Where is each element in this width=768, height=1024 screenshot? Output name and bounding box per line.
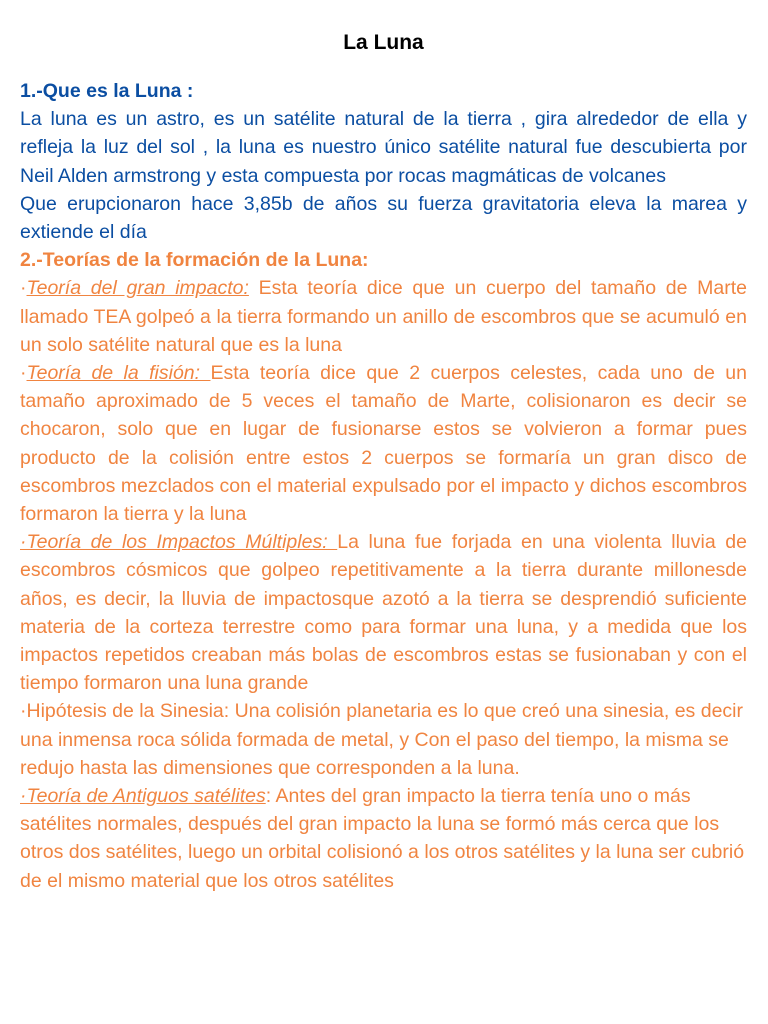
theory-impactos-multiples [20, 528, 747, 697]
bullet: · [20, 362, 27, 385]
bullet: · [20, 277, 27, 300]
theory-text: Esta teoría dice que un cuerpo del tamaño de Marte llamado TEA golpeó a la tierra formando un anillo de escombros que se acumuló en un solo satélite natural que es la luna [20, 277, 748, 356]
section-2-heading: 2.-Teorías de la formación de la Luna: [20, 249, 369, 272]
theory-text: : Antes del gran impacto la tierra tenía uno o más satélites normales, después del gran impacto la luna se formó más cerca que los otros dos satélites, luego un orbital colisionó a los otros satélites y la luna ser cubrió de el mismo material que los otros satélites [20, 785, 745, 892]
theory-text: Esta teoría dice que 2 cuerpos celestes, cada uno de un tamaño aproximado de 5 veces el tamaño de Marte, colisionaron es decir se chocaron, solo que en lugar de fusionarse estos se volvieron a formar pues producto de la colisión entre estos 2 cuerpos se formaría un gran disco de escombros mezclados con el material expulsado por el impacto y dichos escombros formaron la tierra y la luna [20, 362, 747, 526]
theory-fision [20, 359, 747, 528]
theory-term: Teoría de la fisión: [26, 362, 211, 385]
page-title: La Luna [343, 31, 424, 54]
section-1-paragraph-1: La luna es un astro, es un satélite natural de la tierra , gira alrededor de ella y refleja la luz del sol , la luna es nuestro único satélite natural fue descubierta por Neil Alden armstrong y esta compuesta por rocas magmáticas de volcanes [20, 108, 747, 187]
theory-term: ·Teoría de los Impactos Múltiples: [20, 531, 338, 554]
document-page [20, 28, 747, 895]
section-1-heading: 1.-Que es la Luna : [20, 80, 194, 102]
theory-text: ·Hipótesis de la Sinesia: Una colisión planetaria es lo que creó una sinesia, es decir una inmensa roca sólida formada de metal, y Con el paso del tiempo, la misma se redujo hasta las dimensiones que corresponden a la luna. [20, 700, 743, 779]
theory-text: La luna fue forjada en una violenta lluvia de escombros cósmicos que golpeo repetitivamente a la tierra durante millonesde años, es decir, la lluvia de impactosque azotó a la tierra se desprendió suficiente materia de la corteza terrestre como para formar una luna, y a medida que los impactos repetidos creaban más bolas de escombros estas se fusionaban y con el tiempo formaron una luna grande [20, 531, 747, 695]
theory-term: ·Teoría de Antiguos satélites [20, 785, 266, 808]
section-1-paragraph-2: Que erupcionaron hace 3,85b de años su fuerza gravitatoria eleva la marea y extiende el día [20, 192, 747, 244]
theory-term: Teoría del gran impacto: [26, 277, 249, 300]
theory-gran-impacto [20, 274, 747, 359]
theory-antiguos-satelites [20, 782, 747, 895]
theory-sinesia [20, 697, 747, 782]
